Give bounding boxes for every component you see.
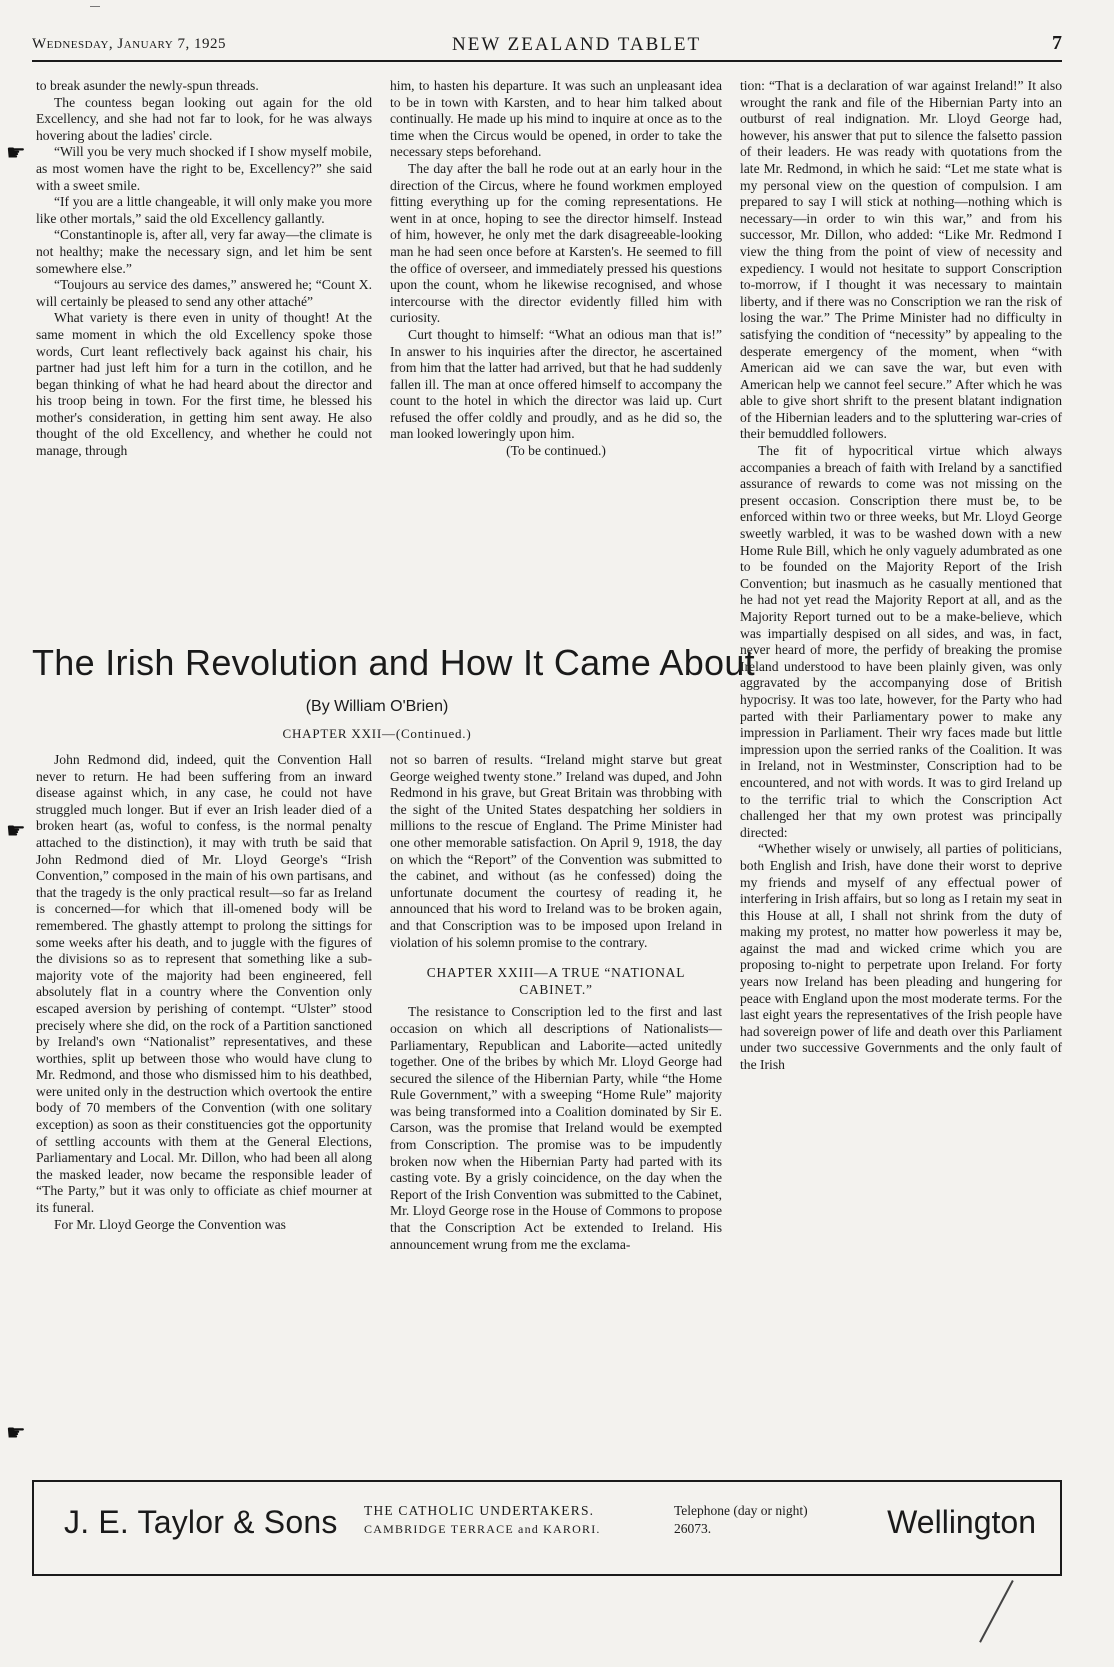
advertiser-tagline: THE CATHOLIC UNDERTAKERS. [364, 1503, 595, 1518]
article-paragraph: John Redmond did, indeed, quit the Convention Hall never to return. He had been suffering from an inward disease against which, in any case, he could not have struggled much longer. But if ever an Irish leader died of a broken heart (as, woful to confess, is the normal penalty attached to the distinction), it may with truth be said that John Redmond died of Mr. Lloyd George's “Irish Convention,” composed in the main of his own partisans, and that the tragedy is the only practical result—so far as Ireland is concerned—for which that ill-omened body will be remembered. The ghastly attempt to prolong the sittings for some weeks after his death, and to juggle with the figures of the divisions so as to represent that something like a sub-majority vote of the majority had been engineered, fell absolutely flat in a country where the Convention only escaped aversion by perishing of contempt. “Ulster” stood precisely where she did, on the rock of a Partition sanctioned by Ireland's own “Nationalist” representatives, and these worthies, split up between those who would have clung to Mr. Redmond, and those who dismissed him to his deathbed, were united only in the destruction which overtook the entire body of 70 members of the Convention (with one solitary exception) as soon as their constituencies got the opportunity of settling accounts with them at the General Elections, Parliamentary and Local. Mr. Dillon, who had been all along the masked leader, now became the responsible leader of “The Party,” but it was only to officiate as chief mourner at its funeral. [36, 752, 372, 1216]
pointing-hand-icon: ☛ [6, 140, 26, 165]
scan-mark [90, 6, 100, 7]
serial-paragraph: Curt thought to himself: “What an odious man that is!” In answer to his inquiries after the director, he ascertained from him that the latter had arrived, but that he had suddenly fallen ill. The man at once offered himself to accompany the count to the hotel in which the director was laid up. Curt refused the offer coldly and proudly, and as he did so, the man looked loweringly upon him. [390, 326, 722, 442]
header-rule [32, 60, 1062, 62]
chapter-heading: CHAPTER XXII—(Continued.) [282, 726, 472, 741]
advertiser-phone [674, 1502, 808, 1538]
issue-date: Wednesday, January 7, 1925 [32, 36, 226, 52]
advertiser-details [364, 1502, 601, 1538]
article-paragraph: For Mr. Lloyd George the Convention was [54, 1216, 286, 1232]
page-number: 7 [1052, 32, 1062, 54]
serial-column-2 [390, 78, 722, 460]
advertisement-box [32, 1480, 1062, 1576]
article-column-3 [740, 78, 1062, 1074]
phone-label: Telephone (day or night) [674, 1503, 808, 1518]
article-paragraph: tion: “That is a declaration of war against Ireland!” It also wrought the rank and file of the Hibernian Party into an outburst of real indignation. Mr. Lloyd George had, however, his answer that put to silence the falsetto passion of their leaders. He was ready with quotations from the late Mr. Redmond, in which he said: “Let me state what is my personal view on the question of compulsion. I am prepared to say I will stick at nothing—nothing which is necessary—in order to win this war,” and from his successor, Mr. Dillon, who added: “Like Mr. Redmond I view the thing from the point of view of necessity and expediency. I would not hesitate to support Conscription to-morrow, if I thought it was necessary to maintain liberty, and if there was no Conscription we ran the risk of losing the war.” The Prime Minister had no difficulty in satisfying the condition of “necessity” by appealing to the desperate emergency of the moment, when “with American aid we can save the war, but even with American help we cannot feel secure.” After which he was able to give short shrift to the present blatant indignation of the Hibernian leaders and to the spluttering war-cries of their bemuddled followers. [740, 78, 1062, 442]
scan-mark [979, 1580, 1014, 1643]
phone-number: 26073. [674, 1521, 712, 1536]
serial-paragraph: “Will you be very much shocked if I show myself mobile, as most women have the right to be, Excellency?” she said with a sweet smile. [36, 144, 372, 193]
serial-paragraph: “If you are a little changeable, it will only make you more like other mortals,” said the old Excellency gallantly. [36, 194, 372, 226]
article-column-1 [36, 752, 372, 1233]
article-column-2 [390, 752, 722, 1253]
serial-paragraph: “Constantinople is, after all, very far away—the climate is not healthy; make the necessary sign, and let him be sent somewhere else.” [36, 227, 372, 276]
serial-paragraph: The day after the ball he rode out at an early hour in the direction of the Circus, where he found workmen employed fitting everything up for the coming representations. He went in at once, hoping to see the director himself. Instead of him, however, he only met the dark disagreeable-looking man he had seen once before at Karsten's. He seemed to fill the office of overseer, and immediately pressed his questions upon the count, whom he likewise recognised, and whose intercourse with the director evidently filled him with curiosity. [390, 160, 722, 326]
article-paragraph: not so barren of results. “Ireland might starve but great George weighed twenty stone.” Ireland was duped, and John Redmond in his grave, but Great Britain was throbbing with the sight of the United States despatching her soldiers in millions to the rescue of England. The Prime Minister had one other memorable satisfaction. On April 9, 1918, the day on which the “Report” of the Convention was submitted to the cabinet, and without (as he confessed) doing the unfortunate document the courtesy of reading it, he announced that his word to Ireland was to be broken again, and that Conscription was to be imposed upon Ireland in violation of his solemn promise to the contrary. [390, 752, 722, 950]
serial-paragraph: The countess began looking out again for the old Excellency, and she had not far to look, for he was always hovering about the ladies' circle. [36, 94, 372, 143]
publication-title: NEW ZEALAND TABLET [452, 34, 702, 55]
serial-paragraph: him, to hasten his departure. It was such an unpleasant idea to be in town with Karsten, and to hear him talked about continually. He made up his mind to inquire at once as to the time when the Circus would be opened, in order to take the necessary steps beforehand. [390, 78, 722, 160]
advertiser-name: J. E. Taylor & Sons [64, 1504, 338, 1540]
to-be-continued: (To be continued.) [506, 443, 606, 459]
advertiser-address: CAMBRIDGE TERRACE and KARORI. [364, 1522, 601, 1536]
serial-paragraph: to break asunder the newly-spun threads. [36, 78, 259, 93]
article-paragraph: “Whether wisely or unwisely, all parties of politicians, both English and Irish, have done their worst to deprive my friends and myself of any effectual power of interfering in Irish affairs, but so long as I retain my seat in this House at all, I shall not shrink from the duty of making my protest, no matter how powerless it may be, against the mad and wicked crime which you are proposing to-night to perpetrate upon Ireland. For forty years now Ireland has been pleading and hungering for peace with England upon the most moderate terms. For the last eight years the representatives of the Irish people have had sovereign power of life and death over this Parliament under two successive Governments and the only fault of the Irish [740, 841, 1062, 1073]
article-title: The Irish Revolution and How It Came About [32, 642, 755, 683]
advertiser-city: Wellington [887, 1504, 1036, 1540]
pointing-hand-icon: ☛ [6, 818, 26, 843]
serial-paragraph: “Toujours au service des dames,” answered he; “Count X. will certainly be pleased to send any other attaché” [36, 277, 372, 309]
serial-paragraph: What variety is there even in unity of thought! At the same moment in which the old Excellency spoke those words, Curt leant reflectively back against his chair, his partner had just left him for a turn in the cotillon, and he began thinking of what he had heard about the director and his troop being in town. For the first time, he blessed his mother's consideration, in getting him sent away. He also thought of the old Excellency, and whether he could not manage, through [36, 310, 372, 459]
article-paragraph: The resistance to Conscription led to the first and last occasion on which all descriptions of Nationalists—Parliamentary, Republican and Laborite—acted unitedly together. One of the bribes by which Mr. Lloyd George had secured the silence of the Hibernian Party, while “the Home Rule Government,” with a sweeping “Home Rule” majority was being transformed into a Coalition dominated by Sir E. Carson, was the promise that Ireland would be exempted from Conscription. The promise was to be impudently broken now when the Hibernian Party had parted with its casting vote. By a grisly coincidence, on the day when the Report of the Irish Convention was submitted to the Cabinet, Mr. Lloyd George rose in the House of Commons to propose that the Conscription Act be extended to Ireland. His announcement wrung from me the exclama- [390, 1004, 722, 1252]
article-paragraph: The fit of hypocritical virtue which always accompanies a breach of faith with Ireland by a sanctified assurance of rewards to come was not missing on the present occasion. Conscription there must be, to be enforced within two or three weeks, but Mr. Lloyd George sweetly warbled, it was to be washed down with a new Home Rule Bill, which he only vaguely adumbrated as one to be founded on the Majority Report of the Irish Convention; but inasmuch as he casually mentioned that he had not yet read the Majority Report at all, and as the Majority Report turned out to be a make-believe, which was impartially despised on all sides, and was, in fact, never heard of more, the perfidy of breaking the promise Ireland understood to have been plainly given, was only aggravated by the accompanying dose of British hypocrisy. It was too late, however, for the Party who had parted with their Parliamentary power to make any impression in Parliament. Their wry faces made but little impression upon the serried ranks of the Coalition. It was in Ireland, not in Westminster, Conscription had to be encountered, and not with words. It was to gird Ireland up to the terrific trial to which the Conscription Act challenged her that my own protest was principally directed: [740, 443, 1062, 840]
serial-column-1 [36, 78, 372, 460]
page-header [32, 32, 1062, 58]
article-byline: (By William O'Brien) [305, 698, 449, 715]
pointing-hand-icon: ☛ [6, 1420, 26, 1445]
chapter-heading-2: CHAPTER XXIII—A TRUE “NATIONAL CABINET.” [426, 965, 686, 997]
